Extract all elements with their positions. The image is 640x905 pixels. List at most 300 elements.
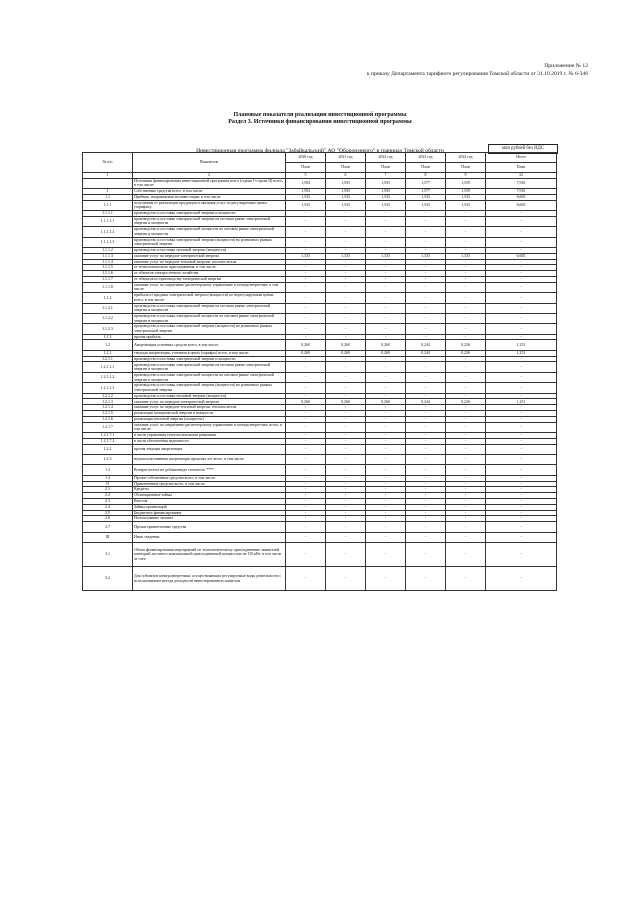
row-year-value: - (446, 481, 486, 487)
row-indicator: производство и поставка электрической мощности на оптовом рынке электрической энергии и мощности (133, 227, 286, 237)
row-year-value: - (366, 383, 406, 393)
row-year-value: - (326, 362, 366, 372)
row-year-value: - (446, 216, 486, 226)
row-year-value: - (366, 422, 406, 432)
row-indicator: оказание услуг по передаче электрической энергии (133, 399, 286, 405)
row-number: 1.2.1.1.3 (83, 383, 133, 393)
row-year-value: - (366, 416, 406, 422)
row-year-value: - (446, 282, 486, 292)
row-indicator: Прочие собственные средства всего, в том числе: (133, 475, 286, 481)
row-number: 1.1.1.8 (83, 282, 133, 292)
row-year-value: - (406, 498, 446, 504)
row-year-value: - (286, 416, 326, 422)
row-year-value: - (286, 522, 326, 532)
row-indicator: оказание услуг по оперативно-диспетчерскому управлению в электроэнергетике, всего, в том числе: (133, 422, 286, 432)
table-row (83, 178, 557, 188)
row-indicator: реализация электрической энергии и мощности (133, 411, 286, 417)
column-number: 2 (133, 173, 286, 179)
document-title (0, 112, 640, 126)
row-year-value: 1,593 (366, 178, 406, 188)
row-total-value: - (486, 271, 557, 277)
row-indicator: оказание услуг по оперативно-диспетчерскому управлению в электроэнергетике, в том числе: (133, 282, 286, 292)
row-year-value: - (326, 493, 366, 499)
row-year-value: - (406, 433, 446, 439)
row-indicator: производство и поставка электрической энергии (мощности) на розничных рынках электрической энергии (133, 237, 286, 247)
row-year-value: - (286, 383, 326, 393)
row-total-value: - (486, 383, 557, 393)
row-year-value: - (286, 493, 326, 499)
row-indicator: Бюджетное финансирование (133, 510, 286, 516)
header-plan: План (366, 163, 406, 173)
header-year: 2021 год (326, 153, 366, 163)
row-number: 2.2 (83, 493, 133, 499)
row-year-value: - (406, 216, 446, 226)
row-indicator: текущая амортизация, учтенная в ценах (тарифах) всего, в том числе: (133, 350, 286, 356)
row-indicator: производство и поставка электрической энергии и мощности (133, 356, 286, 362)
row-year-value: 0,260 (286, 340, 326, 350)
row-indicator: оказание услуг по передаче электрической энергии (133, 253, 286, 259)
row-number: 1.2.2 (83, 444, 133, 454)
row-indicator: Кредиты (133, 487, 286, 493)
row-year-value: - (366, 481, 406, 487)
row-year-value: - (406, 237, 446, 247)
row-year-value: - (366, 487, 406, 493)
row-year-value: - (406, 227, 446, 237)
row-year-value: - (326, 438, 366, 444)
row-total-value: - (486, 454, 557, 464)
header-plan: План (286, 163, 326, 173)
row-year-value: - (366, 433, 406, 439)
row-number: 1.2.1.7.1 (83, 433, 133, 439)
row-indicator: от технологического присоединения, в том числе: (133, 265, 286, 271)
row-year-value: 1,593 (326, 178, 366, 188)
row-year-value: - (286, 444, 326, 454)
header-plan: План (326, 163, 366, 173)
row-indicator: производство и поставка электрической энергии (мощности) на розничных рынках электрической энергии (133, 383, 286, 393)
row-indicator: реализация тепловой энергии (мощности) (133, 416, 286, 422)
row-total-value: 1,251 (486, 399, 557, 405)
row-number: 1.1.1.1 (83, 210, 133, 216)
table-row (83, 216, 557, 226)
row-year-value: - (326, 356, 366, 362)
row-year-value: - (446, 271, 486, 277)
row-year-value: - (286, 532, 326, 542)
row-indicator: прочая прибыль (133, 334, 286, 340)
row-year-value: - (406, 510, 446, 516)
row-year-value: 1,333 (366, 253, 406, 259)
row-year-value: - (446, 498, 486, 504)
row-indicator: Займы организаций (133, 504, 286, 510)
row-total-value: - (486, 487, 557, 493)
row-year-value: - (366, 210, 406, 216)
row-year-value: 1,333 (286, 253, 326, 259)
row-year-value: - (286, 411, 326, 417)
row-year-value: 0,260 (326, 350, 366, 356)
row-year-value: - (446, 393, 486, 399)
row-year-value: - (326, 567, 366, 591)
row-year-value: - (326, 465, 366, 475)
row-year-value: 0,226 (446, 350, 486, 356)
row-year-value: - (406, 362, 446, 372)
row-year-value: - (286, 422, 326, 432)
table-row (83, 237, 557, 247)
row-year-value: - (286, 362, 326, 372)
row-year-value: - (286, 334, 326, 340)
row-year-value: - (406, 422, 446, 432)
row-year-value: - (406, 504, 446, 510)
appendix-line1: Приложение № 12 (544, 63, 588, 69)
row-number: 1.1.1.3 (83, 253, 133, 259)
row-total-value: 6,665 (486, 194, 557, 200)
title-line2: Раздел 3. Источники финансирования инвестиционной программы (228, 119, 412, 125)
row-year-value: - (366, 276, 406, 282)
row-year-value: - (286, 313, 326, 323)
row-year-value: - (406, 405, 446, 411)
row-number: 1.2.1.2 (83, 393, 133, 399)
row-year-value: - (366, 372, 406, 382)
row-year-value: - (406, 282, 446, 292)
row-total-value: - (486, 504, 557, 510)
row-year-value: - (326, 324, 366, 334)
row-year-value: - (446, 504, 486, 510)
row-year-value: - (286, 303, 326, 313)
row-number: 1.2.1.1 (83, 356, 133, 362)
row-total-value: 7,916 (486, 188, 557, 194)
row-year-value: - (446, 259, 486, 265)
row-year-value: - (366, 532, 406, 542)
row-year-value: - (366, 247, 406, 253)
row-year-value: - (446, 542, 486, 566)
row-year-value: - (406, 542, 446, 566)
row-year-value: - (286, 324, 326, 334)
row-year-value: - (326, 422, 366, 432)
row-year-value: - (446, 265, 486, 271)
row-total-value: - (486, 522, 557, 532)
row-year-value: - (286, 356, 326, 362)
row-indicator: Прочие привлеченные средства (133, 522, 286, 532)
row-year-value: - (286, 227, 326, 237)
row-total-value: - (486, 475, 557, 481)
table-row (83, 465, 557, 475)
row-total-value: - (486, 303, 557, 313)
row-total-value: - (486, 532, 557, 542)
row-total-value: - (486, 265, 557, 271)
row-number: 1.1.2.1 (83, 303, 133, 313)
row-number: 1.1.1.6 (83, 271, 133, 277)
row-year-value: - (286, 405, 326, 411)
row-total-value: - (486, 416, 557, 422)
table-row (83, 282, 557, 292)
row-year-value: 0,226 (446, 399, 486, 405)
row-number: 2.7 (83, 522, 133, 532)
row-total-value: - (486, 465, 557, 475)
row-year-value: - (406, 487, 446, 493)
table-row (83, 542, 557, 566)
row-year-value: 0,244 (406, 340, 446, 350)
row-indicator: производство и поставка электрической энергии на оптовом рынке электрической энергии и мощности (133, 303, 286, 313)
row-year-value: - (366, 438, 406, 444)
row-year-value: - (446, 433, 486, 439)
row-year-value: - (366, 313, 406, 323)
row-year-value: - (286, 271, 326, 277)
row-year-value: - (326, 475, 366, 481)
row-year-value: - (446, 567, 486, 591)
row-year-value: - (406, 247, 446, 253)
row-year-value: 0,244 (406, 399, 446, 405)
row-year-value: - (406, 516, 446, 522)
row-year-value: - (286, 247, 326, 253)
header-plan: План (406, 163, 446, 173)
row-year-value: - (446, 475, 486, 481)
row-total-value: - (486, 237, 557, 247)
table-row (83, 340, 557, 350)
row-year-value: - (366, 542, 406, 566)
row-year-value: - (446, 324, 486, 334)
row-year-value: - (406, 532, 446, 542)
row-total-value: - (486, 433, 557, 439)
row-number: 2.5 (83, 510, 133, 516)
row-total-value: - (486, 510, 557, 516)
row-number: 1.2.1.7.2 (83, 438, 133, 444)
row-total-value: - (486, 362, 557, 372)
row-year-value: - (446, 237, 486, 247)
row-indicator: производство и поставка электрической энергии на оптовом рынке электрической энергии и мощности (133, 216, 286, 226)
row-year-value: - (326, 271, 366, 277)
row-total-value: - (486, 227, 557, 237)
row-indicator: производство и поставка электрической мощности на оптовом рынке электрической энергии и мощности (133, 313, 286, 323)
row-year-value: - (446, 210, 486, 216)
row-total-value: - (486, 216, 557, 226)
row-year-value: 1,333 (286, 200, 326, 210)
row-year-value: - (406, 265, 446, 271)
row-number: 1.1.1.1.3 (83, 237, 133, 247)
row-number: 1.1.1.1.2 (83, 227, 133, 237)
row-indicator: производство и поставка тепловой энергии (мощности) (133, 247, 286, 253)
row-year-value: - (406, 276, 446, 282)
row-indicator: производство и поставка электрической энергии на оптовом рынке электрической энергии и мощности (133, 362, 286, 372)
row-year-value: - (446, 405, 486, 411)
row-year-value: - (286, 510, 326, 516)
row-year-value: - (326, 247, 366, 253)
row-number: 2.6 (83, 516, 133, 522)
row-total-value: - (486, 313, 557, 323)
row-year-value: - (286, 265, 326, 271)
row-year-value: - (366, 405, 406, 411)
row-indicator: недоиспользованная амортизация прошлых лет всего, в том числе: (133, 454, 286, 464)
row-year-value: - (366, 510, 406, 516)
row-indicator: прибыль от продажи электрической энергии (мощности) по нерегулируемым ценам, всего, в том числе: (133, 293, 286, 303)
row-indicator: Амортизация основных средств всего, в том числе: (133, 340, 286, 350)
row-year-value: - (406, 293, 446, 303)
row-year-value: 1,333 (446, 200, 486, 210)
row-number: 1.2.1.1.1 (83, 362, 133, 372)
row-year-value: - (366, 356, 406, 362)
row-year-value: - (366, 259, 406, 265)
row-total-value: - (486, 567, 557, 591)
row-year-value: 1,333 (446, 253, 486, 259)
row-total-value: - (486, 210, 557, 216)
row-total-value: - (486, 516, 557, 522)
row-year-value: - (366, 334, 406, 340)
header-total: Итого (486, 153, 557, 163)
row-indicator: Использование лизинга (133, 516, 286, 522)
row-indicator: производство и поставка электрической мощности на оптовом рынке электрической энергии и мощности (133, 372, 286, 382)
column-number: 5 (286, 173, 326, 179)
row-year-value: - (286, 433, 326, 439)
row-year-value: - (406, 416, 446, 422)
row-year-value: - (286, 542, 326, 566)
row-year-value: - (366, 293, 406, 303)
row-total-value: 6,665 (486, 253, 557, 259)
row-year-value: 1,594 (286, 188, 326, 194)
row-number: 2.1 (83, 487, 133, 493)
row-year-value: - (406, 303, 446, 313)
row-indicator: оказание услуг по передаче тепловой энергии, теплоносителя (133, 259, 286, 265)
row-year-value: - (326, 542, 366, 566)
row-indicator: Облигационные займы (133, 493, 286, 499)
header-year: 2023 год (406, 153, 446, 163)
row-year-value: - (406, 324, 446, 334)
row-number: 1.2.1.4 (83, 405, 133, 411)
row-year-value: 0,260 (326, 340, 366, 350)
table-row (83, 200, 557, 210)
row-year-value: - (286, 475, 326, 481)
row-year-value: - (406, 210, 446, 216)
row-year-value: 1,559 (446, 178, 486, 188)
row-year-value: 1,333 (446, 194, 486, 200)
row-year-value: - (366, 454, 406, 464)
row-number: 1.2.3 (83, 454, 133, 464)
row-year-value: - (326, 411, 366, 417)
row-year-value: 1,594 (286, 178, 326, 188)
row-total-value: - (486, 282, 557, 292)
row-year-value: - (286, 498, 326, 504)
row-number: 1.1.2.2 (83, 313, 133, 323)
row-year-value: - (446, 293, 486, 303)
row-year-value: - (286, 393, 326, 399)
row-year-value: - (366, 216, 406, 226)
row-indicator: от объектов электросетевого хозяйства (133, 271, 286, 277)
row-year-value: - (326, 433, 366, 439)
row-year-value: - (366, 465, 406, 475)
row-year-value: - (326, 276, 366, 282)
row-year-value: - (406, 334, 446, 340)
row-year-value: - (406, 271, 446, 277)
row-year-value: - (406, 411, 446, 417)
row-year-value: - (406, 356, 446, 362)
row-year-value: - (286, 487, 326, 493)
row-year-value: 1,593 (366, 188, 406, 194)
row-number: 1.2.1.1.2 (83, 372, 133, 382)
row-indicator: производство и поставка тепловой энергии (мощности) (133, 393, 286, 399)
row-indicator: Для субъектов электроэнергетики, осуществляющих регулируемые виды деятельности с использованием метода доходности инвестированного капитала (133, 567, 286, 591)
row-year-value: - (446, 532, 486, 542)
header-year: 2024 год (446, 153, 486, 163)
row-year-value: - (326, 416, 366, 422)
title-line1: Плановые показатели реализации инвестиционной программы (233, 112, 407, 118)
row-total-value: - (486, 393, 557, 399)
row-year-value: - (286, 454, 326, 464)
row-number: 1.1.3 (83, 334, 133, 340)
row-year-value: - (286, 504, 326, 510)
row-year-value: - (326, 532, 366, 542)
row-year-value: 1,333 (366, 200, 406, 210)
row-year-value: - (366, 504, 406, 510)
row-indicator: Векселя (133, 498, 286, 504)
table-row (83, 303, 557, 313)
row-year-value: - (446, 493, 486, 499)
row-indicator: Прибыль, направляемая на инвестиции, в том числе: (133, 194, 286, 200)
row-indicator: Собственные средства всего, в том числе: (133, 188, 286, 194)
header-year: 2020 год (286, 153, 326, 163)
row-number: 2.3 (83, 498, 133, 504)
row-year-value: - (446, 522, 486, 532)
row-year-value: 0,260 (286, 350, 326, 356)
row-number: 1.2.1.3 (83, 399, 133, 405)
row-year-value: - (286, 259, 326, 265)
row-year-value: - (326, 303, 366, 313)
row-year-value: 0,244 (406, 350, 446, 356)
header-year: 2022 год (366, 153, 406, 163)
row-total-value: 6,665 (486, 200, 557, 210)
row-year-value: - (446, 411, 486, 417)
row-year-value: - (286, 438, 326, 444)
table-row (83, 313, 557, 323)
row-total-value: - (486, 481, 557, 487)
row-total-value: - (486, 422, 557, 432)
table-row (83, 383, 557, 393)
column-number: 8 (406, 173, 446, 179)
row-year-value: - (446, 334, 486, 340)
row-year-value: - (446, 422, 486, 432)
row-number: 1.2 (83, 340, 133, 350)
row-year-value: - (446, 416, 486, 422)
row-year-value: - (446, 383, 486, 393)
header-no: № п/п (83, 153, 133, 173)
row-year-value: - (366, 265, 406, 271)
row-year-value: - (326, 237, 366, 247)
header-indicator: Показатель (133, 153, 286, 173)
row-indicator: оказание услуг по передаче тепловой энергии, теплоносителя (133, 405, 286, 411)
table-row (83, 372, 557, 382)
header-plan: План (486, 163, 557, 173)
row-number: 1.2.1.5 (83, 411, 133, 417)
row-total-value: - (486, 259, 557, 265)
row-year-value: - (446, 510, 486, 516)
row-number: 1.1.1.2 (83, 247, 133, 253)
row-year-value: - (406, 259, 446, 265)
row-year-value: - (286, 516, 326, 522)
row-year-value: - (286, 210, 326, 216)
row-total-value: - (486, 411, 557, 417)
row-year-value: - (286, 567, 326, 591)
row-year-value: 1,333 (326, 253, 366, 259)
row-year-value: - (406, 438, 446, 444)
row-total-value: - (486, 334, 557, 340)
row-year-value: - (366, 237, 406, 247)
row-indicator: в части управления технологическими режимами (133, 433, 286, 439)
table-row (83, 532, 557, 542)
row-year-value: - (286, 237, 326, 247)
row-total-value: - (486, 356, 557, 362)
row-number: 1.1.2 (83, 293, 133, 303)
row-number: 1.2.1.7 (83, 422, 133, 432)
row-year-value: 1,333 (366, 194, 406, 200)
row-number: I (83, 188, 133, 194)
table-row (83, 227, 557, 237)
column-number: 7 (366, 173, 406, 179)
row-year-value: 1,577 (406, 178, 446, 188)
